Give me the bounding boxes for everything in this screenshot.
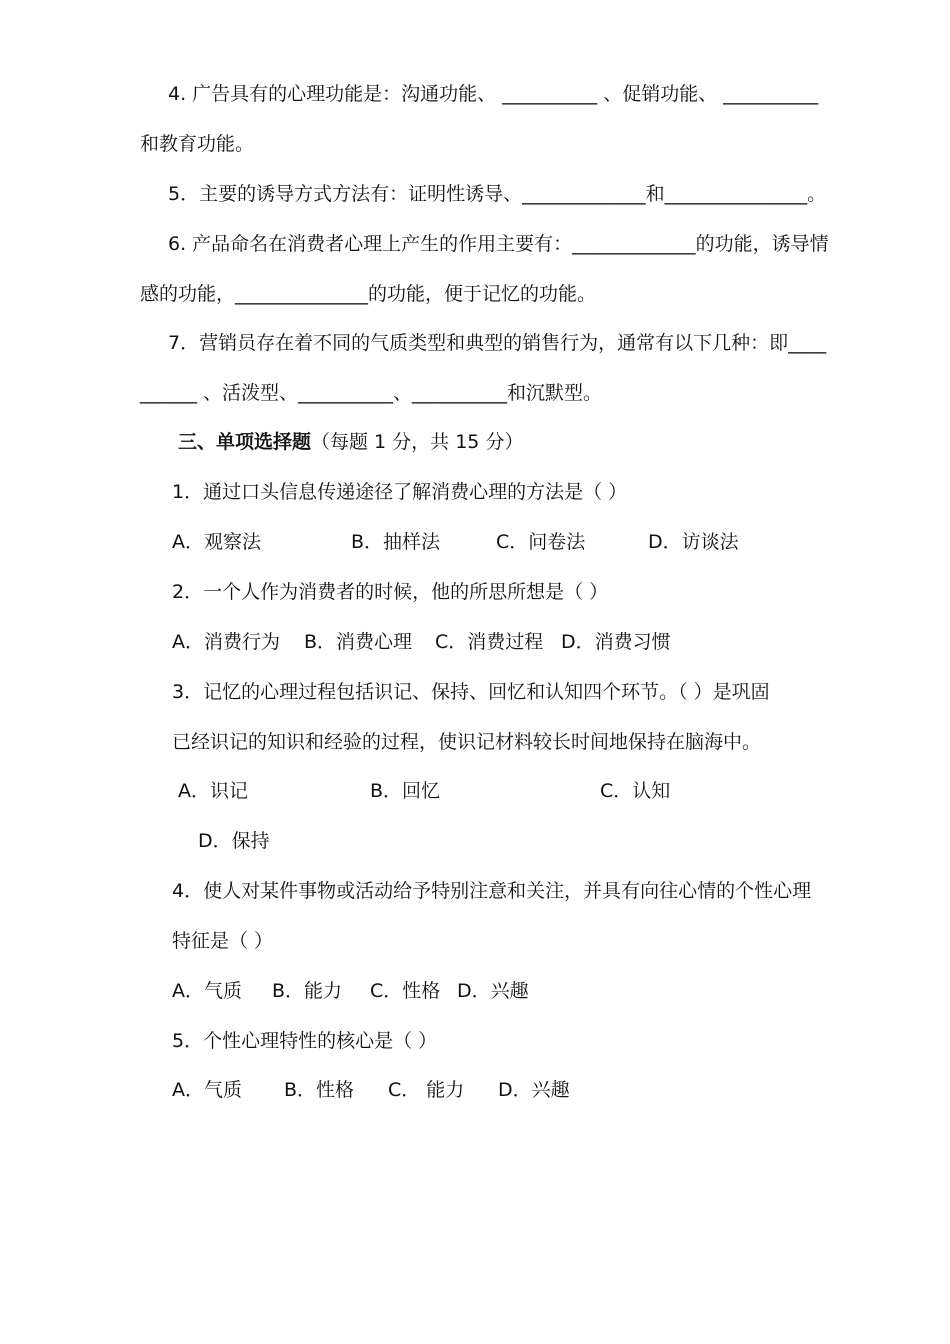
option-b: B．性格 [284,1079,355,1101]
fill-q4-line1: 4. 广告具有的心理功能是：沟通功能、 __________ 、促销功能、 __________ [168,83,819,105]
option-a: A．观察法 [172,531,261,553]
fill-q4-line2: 和教育功能。 [140,133,255,155]
fill-q7-line2: ______ 、活泼型、__________、__________和沉默型。 [140,382,603,404]
option-c: C．认知 [600,780,671,802]
option-c: C．消费过程 [435,631,544,653]
mc-q4-stem-line2: 特征是（ ） [172,930,274,952]
mc-q4-stem-line1: 4．使人对某件事物或活动给予特别注意和关注，并具有向往心情的个性心理 [172,880,812,902]
option-b: B．能力 [272,980,343,1002]
option-b: B．消费心理 [304,631,413,653]
option-a: A．识记 [178,780,248,802]
option-a: A．消费行为 [172,631,280,653]
mc-q2-stem: 2．一个人作为消费者的时候，他的所思所想是（ ） [172,581,609,603]
mc-q3-stem-line2: 已经识记的知识和经验的过程，使识记材料较长时间地保持在脑海中。 [172,731,762,753]
option-d: D．兴趣 [457,980,529,1002]
option-b: B．回忆 [370,780,441,802]
fill-q6-line2: 感的功能，______________的功能，便于记忆的功能。 [140,283,597,305]
section-title: 三、单项选择题 [178,431,312,453]
option-c: C． 能力 [388,1079,465,1101]
mc-q3-stem-line1: 3．记忆的心理过程包括识记、保持、回忆和认知四个环节。（ ）是巩固 [172,681,770,703]
option-d: D．消费习惯 [561,631,671,653]
option-d: D．兴趣 [498,1079,570,1101]
option-a: A．气质 [172,1079,242,1101]
fill-q7-line1: 7．营销员存在着不同的气质类型和典型的销售行为，通常有以下几种：即____ [168,332,827,354]
option-c: C．性格 [370,980,441,1002]
mc-q1-stem: 1．通过口头信息传递途径了解消费心理的方法是（ ） [172,481,628,503]
option-d: D．访谈法 [648,531,739,553]
option-c: C．问卷法 [496,531,586,553]
option-b: B．抽样法 [351,531,441,553]
mc-q3-option-d: D．保持 [198,830,270,852]
option-a: A．气质 [172,980,242,1002]
fill-q5: 5．主要的诱导方式方法有：证明性诱导、_____________和_______________。 [168,183,827,205]
section-heading [178,430,523,454]
mc-q5-stem: 5．个性心理特性的核心是（ ） [172,1030,438,1052]
section-note: （每题 1 分，共 15 分） [311,431,524,453]
fill-q6-line1: 6. 产品命名在消费者心理上产生的作用主要有：_____________的功能，诱导情 [168,233,829,255]
